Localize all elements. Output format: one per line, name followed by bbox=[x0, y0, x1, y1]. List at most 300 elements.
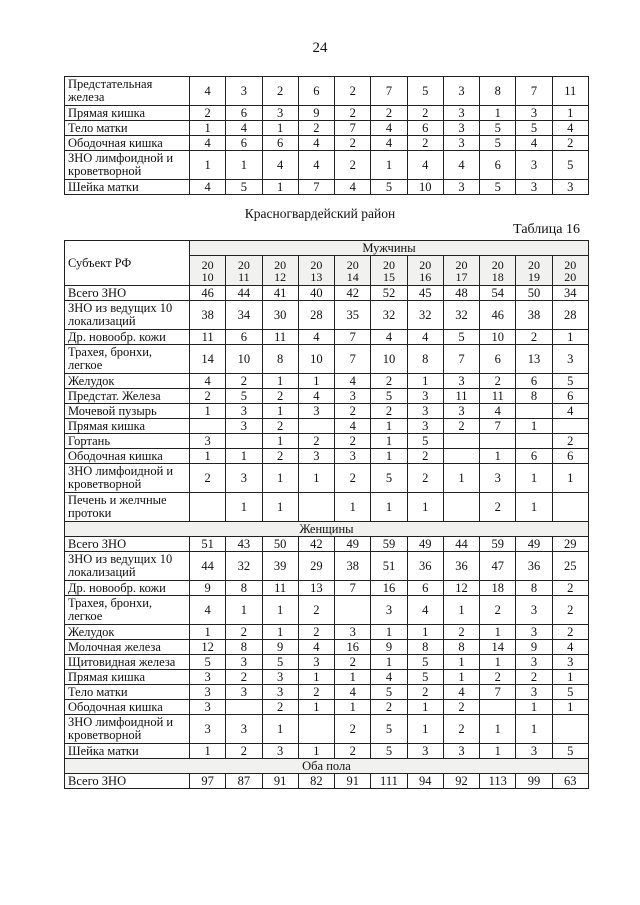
value-cell: 3 bbox=[226, 419, 262, 434]
value-cell: 32 bbox=[371, 301, 407, 330]
value-cell: 8 bbox=[516, 581, 552, 596]
value-cell: 51 bbox=[371, 552, 407, 581]
value-cell: 2 bbox=[371, 700, 407, 715]
table-row bbox=[65, 537, 589, 552]
value-cell bbox=[443, 434, 479, 449]
value-cell: 4 bbox=[552, 640, 588, 655]
value-cell: 3 bbox=[262, 670, 298, 685]
value-cell bbox=[552, 419, 588, 434]
value-cell: 46 bbox=[480, 301, 516, 330]
value-cell: 1 bbox=[226, 151, 262, 180]
row-label: Всего ЗНО bbox=[65, 537, 190, 552]
value-cell: 2 bbox=[335, 434, 371, 449]
value-cell: 1 bbox=[262, 493, 298, 522]
value-cell: 2 bbox=[335, 151, 371, 180]
table-row bbox=[65, 464, 589, 493]
value-cell: 3 bbox=[262, 744, 298, 759]
value-cell: 3 bbox=[298, 404, 334, 419]
value-cell: 8 bbox=[443, 640, 479, 655]
value-cell: 2 bbox=[335, 655, 371, 670]
value-cell: 59 bbox=[371, 537, 407, 552]
value-cell: 6 bbox=[516, 374, 552, 389]
value-cell: 1 bbox=[407, 700, 443, 715]
table-row bbox=[65, 301, 589, 330]
value-cell: 46 bbox=[190, 286, 226, 301]
value-cell bbox=[335, 596, 371, 625]
table-row bbox=[65, 286, 589, 301]
value-cell: 6 bbox=[480, 345, 516, 374]
row-label: Шейка матки bbox=[65, 744, 190, 759]
value-cell: 11 bbox=[262, 581, 298, 596]
value-cell: 2 bbox=[443, 715, 479, 744]
row-label: Предстат. Железа bbox=[65, 389, 190, 404]
row-label: ЗНО из ведущих 10 локализаций bbox=[65, 552, 190, 581]
value-cell: 113 bbox=[480, 774, 516, 789]
value-cell: 1 bbox=[262, 434, 298, 449]
value-cell: 5 bbox=[371, 180, 407, 195]
row-label: Трахея, бронхи, легкое bbox=[65, 596, 190, 625]
value-cell: 16 bbox=[371, 581, 407, 596]
table-label: Таблица 16 bbox=[513, 222, 580, 237]
row-label: Др. новообр. кожи bbox=[65, 581, 190, 596]
value-cell: 2 bbox=[443, 700, 479, 715]
value-cell: 3 bbox=[443, 106, 479, 121]
value-cell: 6 bbox=[226, 106, 262, 121]
value-cell: 5 bbox=[371, 715, 407, 744]
value-cell: 2 bbox=[407, 449, 443, 464]
value-cell: 1 bbox=[262, 625, 298, 640]
year-header bbox=[226, 256, 262, 286]
value-cell: 51 bbox=[190, 537, 226, 552]
page-number: 24 bbox=[312, 40, 328, 56]
value-cell: 3 bbox=[516, 655, 552, 670]
value-cell: 59 bbox=[480, 537, 516, 552]
value-cell: 1 bbox=[443, 464, 479, 493]
value-cell: 5 bbox=[371, 389, 407, 404]
value-cell: 2 bbox=[480, 374, 516, 389]
value-cell: 2 bbox=[552, 625, 588, 640]
value-cell: 12 bbox=[443, 581, 479, 596]
value-cell: 3 bbox=[335, 449, 371, 464]
value-cell: 1 bbox=[226, 596, 262, 625]
value-cell bbox=[516, 404, 552, 419]
value-cell: 5 bbox=[407, 670, 443, 685]
row-label: ЗНО лимфоидной и кроветворной bbox=[65, 464, 190, 493]
table-row bbox=[65, 700, 589, 715]
value-cell: 3 bbox=[190, 685, 226, 700]
year-header bbox=[371, 256, 407, 286]
value-cell: 2 bbox=[298, 625, 334, 640]
value-cell: 1 bbox=[298, 744, 334, 759]
value-cell bbox=[443, 493, 479, 522]
value-cell: 2 bbox=[552, 136, 588, 151]
value-cell: 10 bbox=[226, 345, 262, 374]
year-suffix: 19 bbox=[528, 269, 541, 284]
value-cell bbox=[298, 493, 334, 522]
year-century: 20 bbox=[382, 257, 395, 272]
value-cell: 8 bbox=[226, 581, 262, 596]
value-cell: 32 bbox=[443, 301, 479, 330]
row-label: Печень и желчные протоки bbox=[65, 493, 190, 522]
row-label: Тело матки bbox=[65, 685, 190, 700]
table-row bbox=[65, 670, 589, 685]
value-cell: 6 bbox=[262, 136, 298, 151]
value-cell bbox=[480, 700, 516, 715]
value-cell: 1 bbox=[335, 700, 371, 715]
value-cell: 1 bbox=[190, 121, 226, 136]
value-cell: 1 bbox=[226, 449, 262, 464]
value-cell: 7 bbox=[335, 121, 371, 136]
value-cell: 14 bbox=[190, 345, 226, 374]
year-century: 20 bbox=[455, 257, 468, 272]
value-cell: 3 bbox=[298, 449, 334, 464]
value-cell: 4 bbox=[552, 121, 588, 136]
value-cell: 4 bbox=[407, 330, 443, 345]
value-cell: 3 bbox=[443, 180, 479, 195]
row-label: Тело матки bbox=[65, 121, 190, 136]
table-row bbox=[65, 625, 589, 640]
value-cell: 4 bbox=[552, 404, 588, 419]
value-cell: 3 bbox=[516, 625, 552, 640]
table-row bbox=[65, 404, 589, 419]
value-cell: 44 bbox=[226, 286, 262, 301]
value-cell: 4 bbox=[335, 180, 371, 195]
table-row bbox=[65, 581, 589, 596]
value-cell: 36 bbox=[407, 552, 443, 581]
year-century: 20 bbox=[528, 257, 541, 272]
year-header bbox=[480, 256, 516, 286]
table-row bbox=[65, 434, 589, 449]
value-cell: 42 bbox=[298, 537, 334, 552]
value-cell bbox=[516, 434, 552, 449]
value-cell: 44 bbox=[190, 552, 226, 581]
value-cell: 1 bbox=[262, 404, 298, 419]
value-cell: 4 bbox=[516, 136, 552, 151]
value-cell: 5 bbox=[407, 434, 443, 449]
value-cell: 3 bbox=[226, 77, 262, 106]
value-cell: 4 bbox=[190, 596, 226, 625]
value-cell: 54 bbox=[480, 286, 516, 301]
value-cell: 2 bbox=[407, 106, 443, 121]
value-cell: 3 bbox=[516, 685, 552, 700]
value-cell: 1 bbox=[298, 464, 334, 493]
value-cell: 13 bbox=[516, 345, 552, 374]
value-cell: 1 bbox=[371, 449, 407, 464]
value-cell: 41 bbox=[262, 286, 298, 301]
table-row bbox=[65, 136, 589, 151]
value-cell: 5 bbox=[443, 330, 479, 345]
value-cell: 2 bbox=[407, 136, 443, 151]
value-cell: 1 bbox=[262, 374, 298, 389]
value-cell: 11 bbox=[443, 389, 479, 404]
district-title: Красногвардейский район bbox=[244, 206, 396, 221]
value-cell: 2 bbox=[226, 744, 262, 759]
value-cell: 11 bbox=[190, 330, 226, 345]
value-cell: 1 bbox=[516, 419, 552, 434]
value-cell: 6 bbox=[552, 389, 588, 404]
row-label: Прямая кишка bbox=[65, 106, 190, 121]
year-suffix: 16 bbox=[419, 269, 432, 284]
main-table bbox=[64, 240, 589, 789]
section-row bbox=[65, 759, 589, 774]
value-cell: 5 bbox=[407, 655, 443, 670]
value-cell: 3 bbox=[516, 151, 552, 180]
year-century: 20 bbox=[310, 257, 323, 272]
row-label: Всего ЗНО bbox=[65, 286, 190, 301]
value-cell: 1 bbox=[480, 106, 516, 121]
value-cell: 5 bbox=[480, 136, 516, 151]
value-cell: 38 bbox=[335, 552, 371, 581]
value-cell: 4 bbox=[407, 151, 443, 180]
value-cell: 1 bbox=[262, 121, 298, 136]
value-cell: 13 bbox=[298, 581, 334, 596]
value-cell: 5 bbox=[190, 655, 226, 670]
table-row bbox=[65, 744, 589, 759]
table-row bbox=[65, 374, 589, 389]
value-cell: 32 bbox=[407, 301, 443, 330]
value-cell: 87 bbox=[226, 774, 262, 789]
value-cell: 25 bbox=[552, 552, 588, 581]
table-row bbox=[65, 774, 589, 789]
value-cell: 1 bbox=[335, 670, 371, 685]
value-cell: 3 bbox=[552, 180, 588, 195]
value-cell: 2 bbox=[262, 700, 298, 715]
value-cell: 2 bbox=[516, 670, 552, 685]
value-cell: 94 bbox=[407, 774, 443, 789]
value-cell: 2 bbox=[371, 404, 407, 419]
value-cell bbox=[298, 419, 334, 434]
section-header-men: Мужчины bbox=[190, 241, 589, 256]
value-cell: 2 bbox=[407, 685, 443, 700]
table-row bbox=[65, 493, 589, 522]
value-cell: 3 bbox=[516, 180, 552, 195]
value-cell: 1 bbox=[190, 625, 226, 640]
value-cell: 3 bbox=[443, 404, 479, 419]
value-cell: 3 bbox=[407, 404, 443, 419]
value-cell: 10 bbox=[298, 345, 334, 374]
value-cell: 1 bbox=[371, 655, 407, 670]
value-cell: 4 bbox=[226, 121, 262, 136]
value-cell: 1 bbox=[552, 106, 588, 121]
value-cell: 2 bbox=[552, 581, 588, 596]
value-cell: 36 bbox=[443, 552, 479, 581]
year-header bbox=[298, 256, 334, 286]
value-cell: 2 bbox=[190, 106, 226, 121]
value-cell: 39 bbox=[262, 552, 298, 581]
value-cell: 3 bbox=[190, 670, 226, 685]
value-cell: 2 bbox=[443, 625, 479, 640]
value-cell: 11 bbox=[262, 330, 298, 345]
value-cell: 4 bbox=[298, 151, 334, 180]
value-cell: 1 bbox=[552, 670, 588, 685]
value-cell: 30 bbox=[262, 301, 298, 330]
value-cell: 2 bbox=[371, 106, 407, 121]
value-cell: 6 bbox=[226, 136, 262, 151]
value-cell: 9 bbox=[516, 640, 552, 655]
value-cell: 1 bbox=[190, 744, 226, 759]
value-cell: 38 bbox=[190, 301, 226, 330]
year-header bbox=[552, 256, 588, 286]
value-cell bbox=[552, 493, 588, 522]
value-cell: 4 bbox=[407, 596, 443, 625]
value-cell: 2 bbox=[298, 596, 334, 625]
value-cell: 9 bbox=[262, 640, 298, 655]
year-century: 20 bbox=[201, 257, 214, 272]
value-cell bbox=[552, 715, 588, 744]
value-cell: 4 bbox=[190, 180, 226, 195]
value-cell: 4 bbox=[298, 389, 334, 404]
value-cell: 4 bbox=[298, 136, 334, 151]
value-cell: 28 bbox=[298, 301, 334, 330]
value-cell: 1 bbox=[262, 596, 298, 625]
value-cell bbox=[190, 419, 226, 434]
year-century: 20 bbox=[419, 257, 432, 272]
year-suffix: 12 bbox=[274, 269, 287, 284]
year-header bbox=[262, 256, 298, 286]
row-label: Ободочная кишка bbox=[65, 136, 190, 151]
value-cell: 2 bbox=[480, 493, 516, 522]
year-suffix: 15 bbox=[382, 269, 395, 284]
value-cell: 2 bbox=[226, 670, 262, 685]
value-cell: 5 bbox=[226, 389, 262, 404]
table-row bbox=[65, 330, 589, 345]
value-cell: 4 bbox=[443, 151, 479, 180]
year-suffix: 20 bbox=[564, 269, 577, 284]
value-cell: 99 bbox=[516, 774, 552, 789]
row-label: Ободочная кишка bbox=[65, 449, 190, 464]
value-cell: 2 bbox=[298, 685, 334, 700]
row-label: Щитовидная железа bbox=[65, 655, 190, 670]
value-cell: 29 bbox=[552, 537, 588, 552]
table-row bbox=[65, 640, 589, 655]
value-cell: 5 bbox=[371, 464, 407, 493]
value-cell: 16 bbox=[335, 640, 371, 655]
value-cell: 1 bbox=[443, 655, 479, 670]
value-cell: 3 bbox=[516, 596, 552, 625]
value-cell: 3 bbox=[190, 700, 226, 715]
value-cell: 2 bbox=[226, 374, 262, 389]
value-cell: 7 bbox=[335, 330, 371, 345]
row-label: Трахея, бронхи, легкое bbox=[65, 345, 190, 374]
value-cell: 82 bbox=[298, 774, 334, 789]
table-row bbox=[65, 685, 589, 700]
year-header bbox=[335, 256, 371, 286]
value-cell: 1 bbox=[226, 493, 262, 522]
table-row bbox=[65, 419, 589, 434]
value-cell: 7 bbox=[443, 345, 479, 374]
value-cell: 1 bbox=[516, 464, 552, 493]
year-century: 20 bbox=[237, 257, 250, 272]
value-cell: 48 bbox=[443, 286, 479, 301]
value-cell: 4 bbox=[335, 419, 371, 434]
value-cell: 1 bbox=[480, 449, 516, 464]
value-cell: 5 bbox=[262, 655, 298, 670]
value-cell: 5 bbox=[226, 180, 262, 195]
value-cell: 91 bbox=[262, 774, 298, 789]
table-row bbox=[65, 552, 589, 581]
year-suffix: 10 bbox=[201, 269, 214, 284]
value-cell bbox=[190, 493, 226, 522]
value-cell: 44 bbox=[443, 537, 479, 552]
value-cell: 97 bbox=[190, 774, 226, 789]
value-cell: 3 bbox=[226, 715, 262, 744]
value-cell: 1 bbox=[371, 151, 407, 180]
value-cell: 6 bbox=[298, 77, 334, 106]
value-cell: 2 bbox=[262, 449, 298, 464]
table-row bbox=[65, 151, 589, 180]
value-cell: 7 bbox=[516, 77, 552, 106]
value-cell: 9 bbox=[371, 640, 407, 655]
year-century: 20 bbox=[564, 257, 577, 272]
value-cell: 3 bbox=[226, 464, 262, 493]
subject-header: Субъект РФ bbox=[65, 241, 190, 286]
value-cell: 2 bbox=[480, 596, 516, 625]
value-cell: 2 bbox=[371, 374, 407, 389]
value-cell: 1 bbox=[407, 493, 443, 522]
value-cell: 8 bbox=[407, 345, 443, 374]
value-cell: 3 bbox=[516, 744, 552, 759]
row-label: ЗНО лимфоидной и кроветворной bbox=[65, 715, 190, 744]
year-suffix: 14 bbox=[346, 269, 359, 284]
value-cell: 5 bbox=[552, 685, 588, 700]
value-cell: 4 bbox=[335, 374, 371, 389]
value-cell: 1 bbox=[371, 434, 407, 449]
value-cell: 1 bbox=[516, 493, 552, 522]
row-label: Др. новообр. кожи bbox=[65, 330, 190, 345]
value-cell: 1 bbox=[407, 374, 443, 389]
value-cell: 3 bbox=[226, 404, 262, 419]
section-row bbox=[65, 522, 589, 537]
value-cell: 3 bbox=[262, 106, 298, 121]
value-cell: 3 bbox=[552, 655, 588, 670]
value-cell: 63 bbox=[552, 774, 588, 789]
year-header bbox=[190, 256, 226, 286]
value-cell bbox=[226, 434, 262, 449]
value-cell: 10 bbox=[480, 330, 516, 345]
value-cell: 3 bbox=[298, 655, 334, 670]
value-cell: 34 bbox=[552, 286, 588, 301]
value-cell: 50 bbox=[516, 286, 552, 301]
value-cell: 4 bbox=[190, 136, 226, 151]
year-suffix: 17 bbox=[455, 269, 468, 284]
value-cell: 4 bbox=[443, 685, 479, 700]
value-cell: 5 bbox=[552, 151, 588, 180]
value-cell: 10 bbox=[407, 180, 443, 195]
value-cell: 1 bbox=[262, 180, 298, 195]
value-cell: 1 bbox=[371, 625, 407, 640]
value-cell: 2 bbox=[335, 744, 371, 759]
main-table-header bbox=[65, 241, 589, 286]
value-cell: 6 bbox=[407, 581, 443, 596]
value-cell: 8 bbox=[480, 77, 516, 106]
row-label: Желудок bbox=[65, 625, 190, 640]
value-cell: 1 bbox=[552, 330, 588, 345]
value-cell: 10 bbox=[371, 345, 407, 374]
value-cell: 9 bbox=[298, 106, 334, 121]
value-cell: 4 bbox=[190, 77, 226, 106]
value-cell: 1 bbox=[407, 625, 443, 640]
value-cell: 2 bbox=[226, 625, 262, 640]
value-cell: 3 bbox=[262, 685, 298, 700]
value-cell: 43 bbox=[226, 537, 262, 552]
value-cell: 28 bbox=[552, 301, 588, 330]
value-cell: 2 bbox=[480, 670, 516, 685]
year-century: 20 bbox=[491, 257, 504, 272]
value-cell: 1 bbox=[335, 493, 371, 522]
value-cell: 36 bbox=[516, 552, 552, 581]
year-header bbox=[407, 256, 443, 286]
row-label: Шейка матки bbox=[65, 180, 190, 195]
